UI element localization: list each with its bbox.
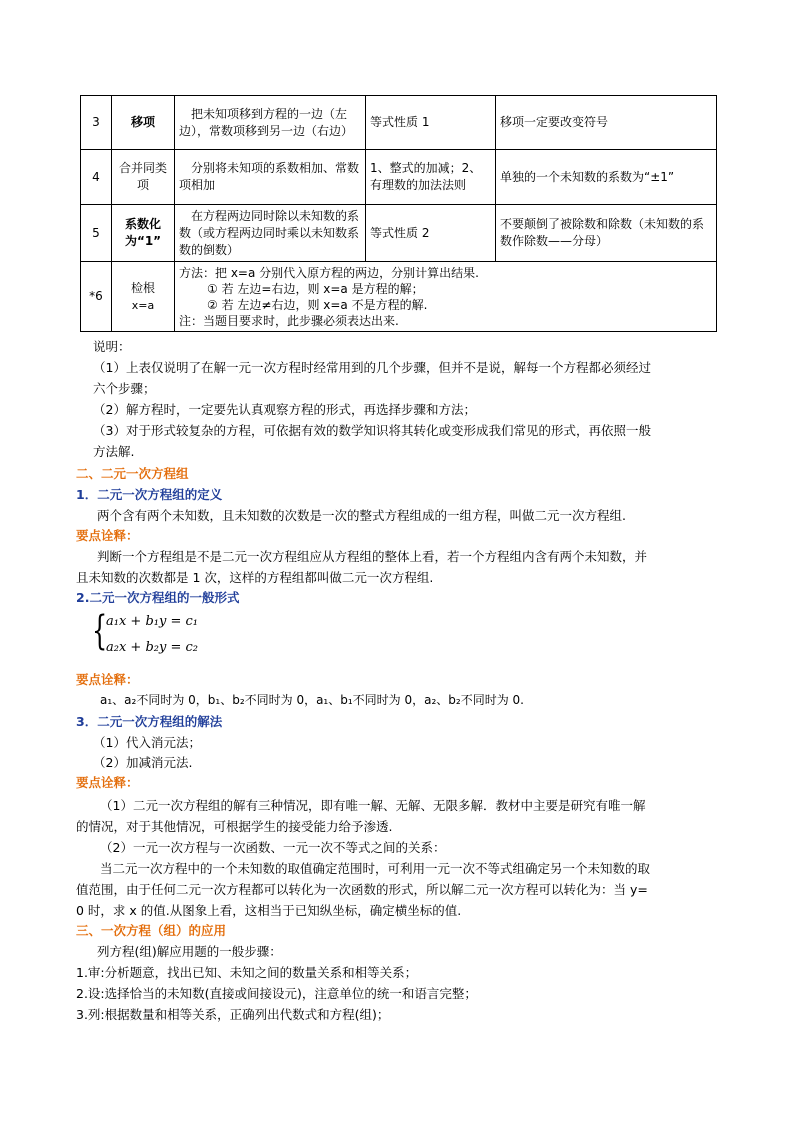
paragraph: 判断一个方程组是不是二元一次方程组应从方程组的整体上看，若一个方程组内含有两个未知数，并 <box>97 549 648 564</box>
paragraph: 列方程(组)解应用题的一般步骤： <box>97 944 282 959</box>
explain-item: （3）对于形式较复杂的方程，可依据有效的数学知识将其转化或变形成我们常见的形式，再依照一般 <box>93 423 651 438</box>
check-root-cell <box>175 262 717 332</box>
list-item: （1）代入消元法； <box>93 735 201 750</box>
paragraph: （2）一元一次方程与一次函数、一元一次不等式之间的关系： <box>100 840 446 855</box>
paragraph: 两个含有两个未知数，且未知数的次数是一次的整式方程组成的一组方程，叫做二元一次方程组. <box>97 508 626 523</box>
key-point-label: 要点诠释： <box>76 775 139 790</box>
solution-steps-table <box>80 95 717 332</box>
section-heading: 二、二元一次方程组 <box>76 466 189 481</box>
step-name-sub: x=a <box>131 298 155 312</box>
table-row <box>81 150 717 205</box>
paragraph: 0 时，求 x 的值.从图象上看，这相当于已知纵坐标，确定横坐标的值. <box>76 903 462 918</box>
check-line: 注：当题目要求时，此步骤必须表达出来. <box>179 313 399 328</box>
step-method: 把未知项移到方程的一边（左边），常数项移到另一边（右边） <box>175 96 366 150</box>
table-row <box>81 96 717 150</box>
step-number: 5 <box>81 205 112 262</box>
step-name: 移项 <box>112 96 175 150</box>
step-basis: 等式性质 1 <box>366 96 496 150</box>
explain-item: （1）上表仅说明了在解一元一次方程时经常用到的几个步骤，但并不是说，解每一个方程都必须经过 <box>93 360 651 375</box>
subsection-title: 2.二元一次方程组的一般形式 <box>76 590 240 605</box>
table-row <box>81 262 717 332</box>
equation: a₁x + b₁y = c₁ <box>106 614 198 629</box>
paragraph: （1）二元一次方程组的解有三种情况，即有唯一解、无解、无限多解．教材中主要是研究有唯一解 <box>100 798 646 813</box>
check-line: ① 若 左边=右边，则 x=a 是方程的解； <box>207 281 424 296</box>
key-point-label: 要点诠释： <box>76 528 139 543</box>
step-number: 3 <box>81 96 112 150</box>
list-item: （2）加减消元法. <box>93 755 193 770</box>
subsection-title: 3．二元一次方程组的解法 <box>76 714 223 729</box>
explain-item: 六个步骤； <box>93 381 156 396</box>
paragraph: 的情况，对于其他情况，可根据学生的接受能力给予渗透. <box>76 819 393 834</box>
check-line: ② 若 左边≠右边，则 x=a 不是方程的解. <box>207 297 428 312</box>
paragraph: a₁、a₂不同时为 0，b₁、b₂不同时为 0，a₁、b₁不同时为 0，a₂、b₂不同时为 0. <box>100 693 524 707</box>
list-item: 2.设:选择恰当的未知数(直接或间接设元)，注意单位的统一和语言完整； <box>76 986 477 1001</box>
step-note: 不要颠倒了被除数和除数（未知数的系数作除数——分母） <box>496 205 717 262</box>
explain-item: 方法解. <box>93 444 135 459</box>
key-point-label: 要点诠释： <box>76 672 139 687</box>
paragraph: 且未知数的次数都是 1 次，这样的方程组都叫做二元一次方程组. <box>76 570 434 585</box>
equation: a₂x + b₂y = c₂ <box>106 640 198 655</box>
step-name-label: 检根 <box>130 280 155 295</box>
step-basis: 等式性质 2 <box>366 205 496 262</box>
list-item: 3.列:根据数量和相等关系，正确列出代数式和方程(组)； <box>76 1007 390 1022</box>
subsection-title: 1．二元一次方程组的定义 <box>76 487 223 502</box>
equation-brace: { <box>92 608 108 654</box>
list-item: 1.审:分析题意，找出已知、未知之间的数量关系和相等关系； <box>76 965 418 980</box>
step-name: 合并同类项 <box>112 150 175 205</box>
step-note: 移项一定要改变符号 <box>496 96 717 150</box>
step-basis: 1、整式的加减；2、有理数的加法法则 <box>366 150 496 205</box>
step-name: 系数化为“1” <box>112 205 175 262</box>
step-number: 4 <box>81 150 112 205</box>
paragraph: 值范围，由于任何二元一次方程都可以转化为一次函数的形式，所以解二元一次方程可以转化为：当 y= <box>76 882 648 897</box>
step-note: 单独的一个未知数的系数为“±1” <box>496 150 717 205</box>
section-heading: 三、一次方程（组）的应用 <box>76 923 227 938</box>
step-name <box>112 262 175 332</box>
check-line: 方法：把 x=a 分别代入原方程的两边，分别计算出结果. <box>179 265 479 280</box>
step-method: 在方程两边同时除以未知数的系数（或方程两边同时乘以未知数系数的倒数） <box>175 205 366 262</box>
step-method: 分别将未知项的系数相加、常数项相加 <box>175 150 366 205</box>
explain-title: 说明： <box>93 339 131 354</box>
table-row <box>81 205 717 262</box>
step-number: *6 <box>81 262 112 332</box>
explain-item: （2）解方程时，一定要先认真观察方程的形式，再选择步骤和方法； <box>93 402 476 417</box>
paragraph: 当二元一次方程中的一个未知数的取值确定范围时，可利用一元一次不等式组确定另一个未知数的取 <box>100 861 651 876</box>
